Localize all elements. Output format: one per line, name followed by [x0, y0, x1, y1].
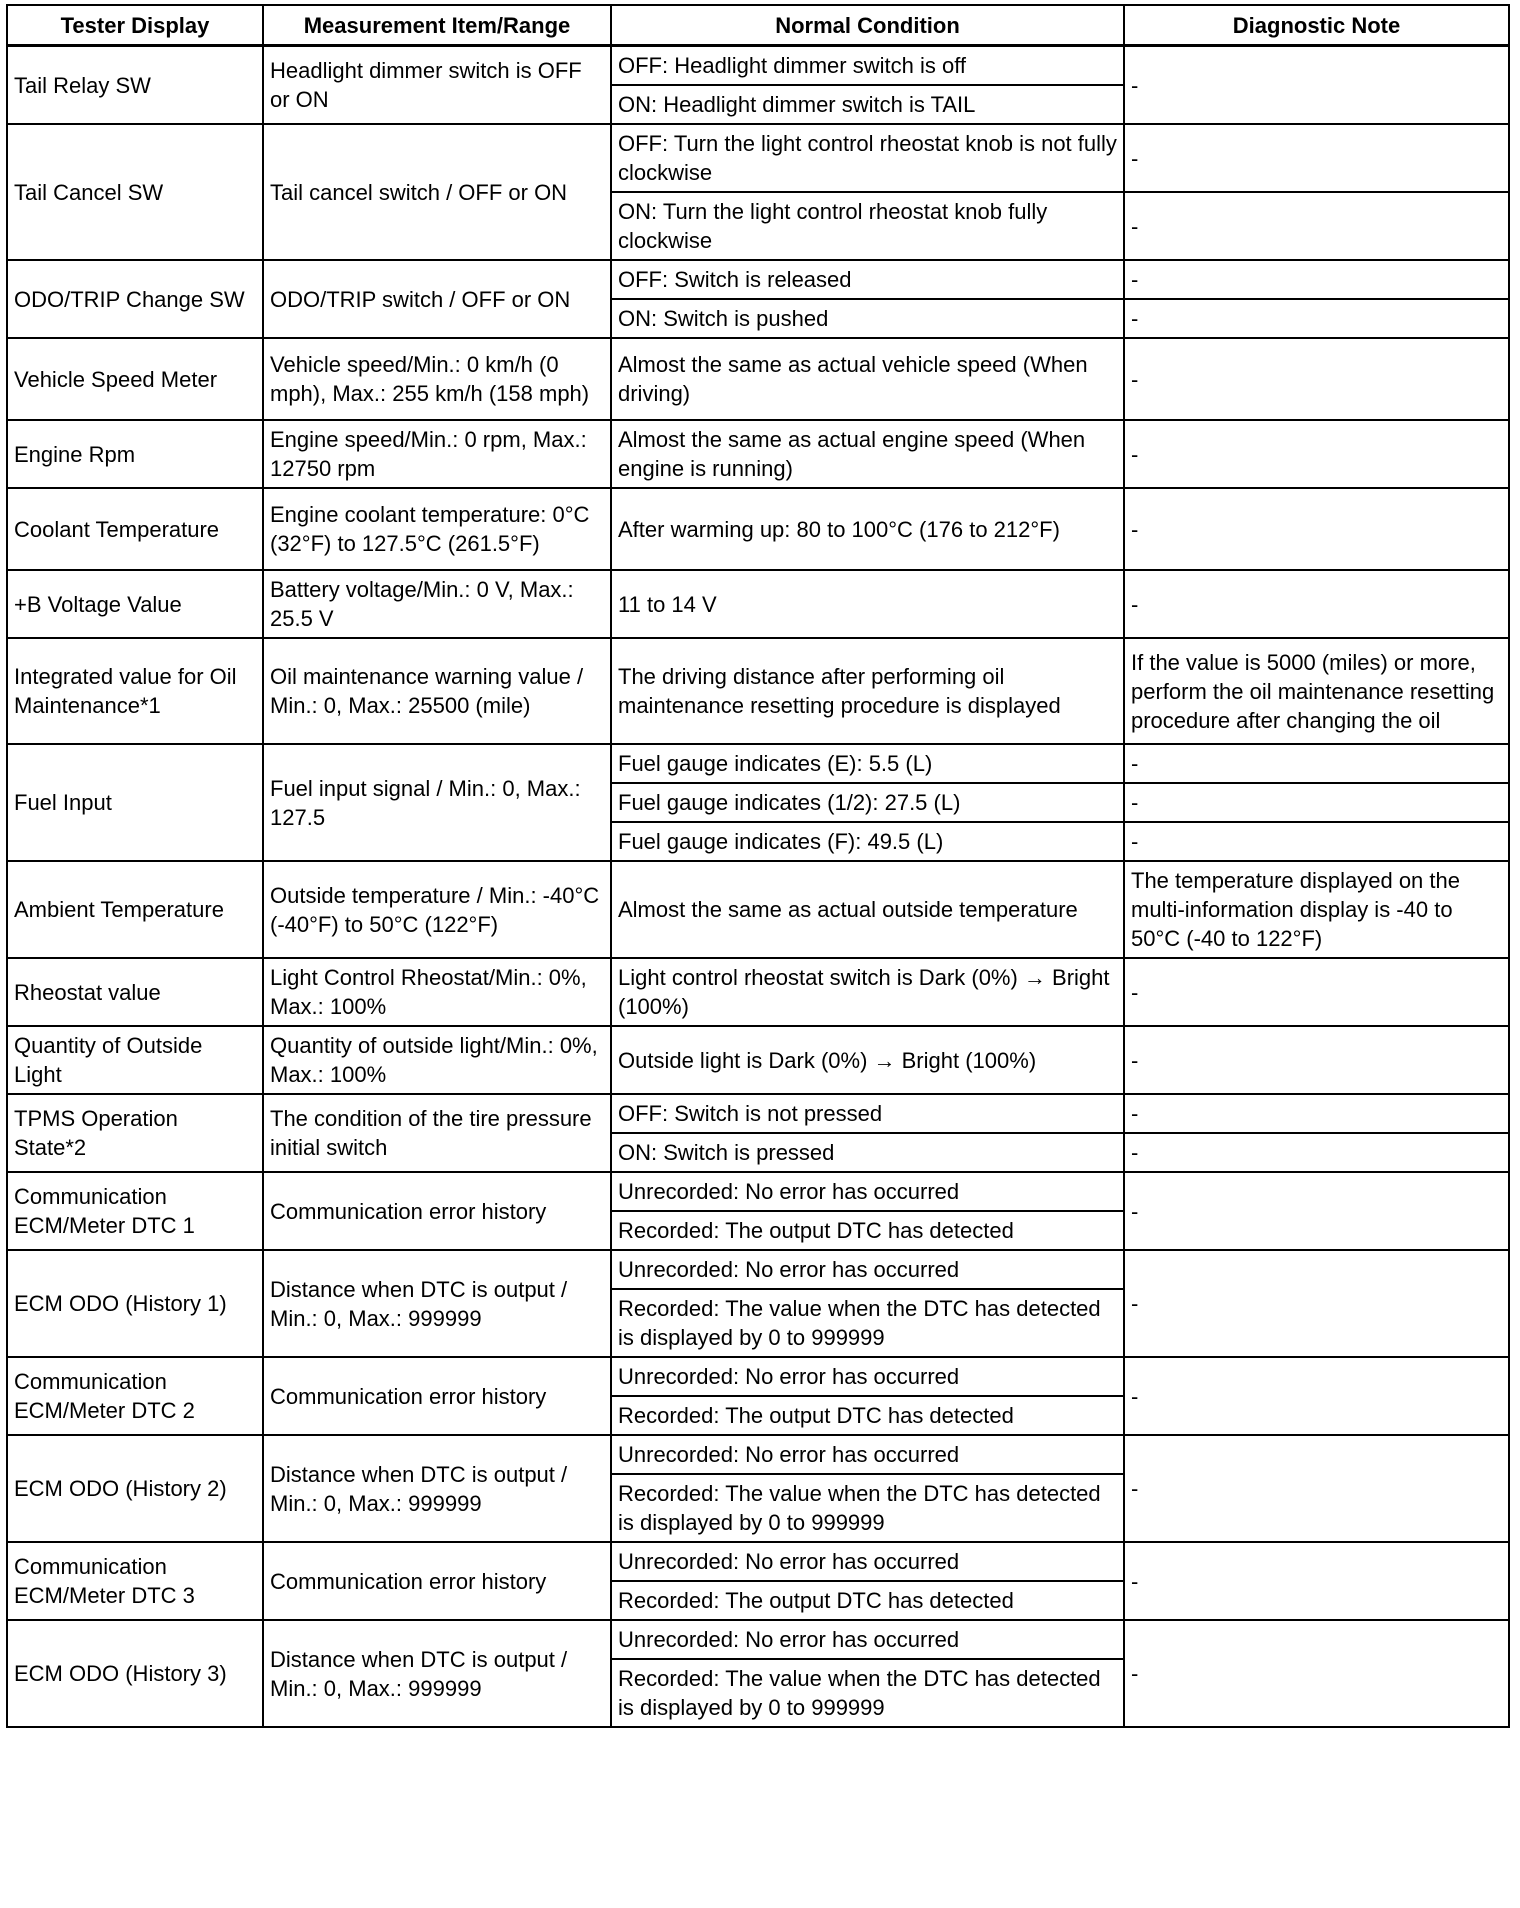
measurement-item-cell: Distance when DTC is output / Min.: 0, Max.: 999999: [263, 1250, 611, 1357]
measurement-item-cell: Communication error history: [263, 1357, 611, 1435]
normal-condition-cell: Fuel gauge indicates (F): 49.5 (L): [611, 822, 1124, 861]
diagnostic-note-cell: -: [1124, 1133, 1509, 1172]
normal-condition-cell: Outside light is Dark (0%) → Bright (100%): [611, 1026, 1124, 1094]
header-normal-condition: Normal Condition: [611, 5, 1124, 46]
diagnostic-note-cell: -: [1124, 192, 1509, 260]
tester-display-cell: Tail Cancel SW: [7, 124, 263, 260]
diagnostic-note-cell: -: [1124, 822, 1509, 861]
table-row: [7, 46, 1509, 86]
table-row: [7, 570, 1509, 638]
measurement-item-cell: Distance when DTC is output / Min.: 0, Max.: 999999: [263, 1435, 611, 1542]
table-row: [7, 1542, 1509, 1581]
normal-condition-cell: Recorded: The output DTC has detected: [611, 1396, 1124, 1435]
table-row: [7, 260, 1509, 299]
table-row: [7, 958, 1509, 1026]
diagnostic-note-cell: -: [1124, 958, 1509, 1026]
measurement-item-cell: Communication error history: [263, 1542, 611, 1620]
measurement-item-cell: Vehicle speed/Min.: 0 km/h (0 mph), Max.: 255 km/h (158 mph): [263, 338, 611, 420]
table-row: [7, 420, 1509, 488]
measurement-item-cell: Oil maintenance warning value / Min.: 0, Max.: 25500 (mile): [263, 638, 611, 744]
tester-display-cell: Fuel Input: [7, 744, 263, 861]
diagnostic-note-cell: -: [1124, 299, 1509, 338]
normal-condition-cell: ON: Switch is pressed: [611, 1133, 1124, 1172]
normal-condition-cell: OFF: Turn the light control rheostat knob is not fully clockwise: [611, 124, 1124, 192]
diagnostic-note-cell: -: [1124, 1094, 1509, 1133]
normal-condition-cell: OFF: Headlight dimmer switch is off: [611, 46, 1124, 86]
data-list-table: [6, 4, 1510, 1728]
header-tester-display: Tester Display: [7, 5, 263, 46]
normal-condition-cell: Recorded: The output DTC has detected: [611, 1581, 1124, 1620]
tester-display-cell: Coolant Temperature: [7, 488, 263, 570]
tester-display-cell: Communication ECM/Meter DTC 1: [7, 1172, 263, 1250]
tester-display-cell: Ambient Temperature: [7, 861, 263, 958]
normal-condition-cell: After warming up: 80 to 100°C (176 to 212°F): [611, 488, 1124, 570]
measurement-item-cell: Fuel input signal / Min.: 0, Max.: 127.5: [263, 744, 611, 861]
diagnostic-note-cell: -: [1124, 570, 1509, 638]
diagnostic-note-cell: -: [1124, 744, 1509, 783]
normal-condition-cell: Unrecorded: No error has occurred: [611, 1542, 1124, 1581]
table-row: [7, 638, 1509, 744]
tester-display-cell: Engine Rpm: [7, 420, 263, 488]
diagnostic-note-cell: -: [1124, 1026, 1509, 1094]
diagnostic-note-cell: -: [1124, 420, 1509, 488]
diagnostic-note-cell: -: [1124, 124, 1509, 192]
diagnostic-note-cell: -: [1124, 1357, 1509, 1435]
diagnostic-note-cell: -: [1124, 260, 1509, 299]
table-row: [7, 1620, 1509, 1659]
tester-display-cell: Integrated value for Oil Maintenance*1: [7, 638, 263, 744]
tester-display-cell: Communication ECM/Meter DTC 3: [7, 1542, 263, 1620]
measurement-item-cell: The condition of the tire pressure initial switch: [263, 1094, 611, 1172]
normal-condition-cell: Unrecorded: No error has occurred: [611, 1620, 1124, 1659]
measurement-item-cell: Distance when DTC is output / Min.: 0, Max.: 999999: [263, 1620, 611, 1727]
table-row: [7, 861, 1509, 958]
measurement-item-cell: Outside temperature / Min.: -40°C (-40°F) to 50°C (122°F): [263, 861, 611, 958]
normal-condition-cell: Fuel gauge indicates (1/2): 27.5 (L): [611, 783, 1124, 822]
header-measurement-item: Measurement Item/Range: [263, 5, 611, 46]
diagnostic-note-cell: -: [1124, 1250, 1509, 1357]
measurement-item-cell: Quantity of outside light/Min.: 0%, Max.: 100%: [263, 1026, 611, 1094]
diagnostic-note-cell: -: [1124, 1435, 1509, 1542]
diagnostic-note-cell: -: [1124, 1172, 1509, 1250]
diagnostic-note-cell: -: [1124, 46, 1509, 125]
tester-display-cell: ECM ODO (History 3): [7, 1620, 263, 1727]
table-row: [7, 1250, 1509, 1289]
tester-display-cell: ODO/TRIP Change SW: [7, 260, 263, 338]
tester-display-cell: TPMS Operation State*2: [7, 1094, 263, 1172]
normal-condition-cell: Recorded: The value when the DTC has detected is displayed by 0 to 999999: [611, 1659, 1124, 1727]
measurement-item-cell: Engine coolant temperature: 0°C (32°F) to 127.5°C (261.5°F): [263, 488, 611, 570]
normal-condition-cell: Fuel gauge indicates (E): 5.5 (L): [611, 744, 1124, 783]
normal-condition-cell: Unrecorded: No error has occurred: [611, 1435, 1124, 1474]
normal-condition-cell: ON: Headlight dimmer switch is TAIL: [611, 85, 1124, 124]
tester-display-cell: Communication ECM/Meter DTC 2: [7, 1357, 263, 1435]
measurement-item-cell: Tail cancel switch / OFF or ON: [263, 124, 611, 260]
measurement-item-cell: Engine speed/Min.: 0 rpm, Max.: 12750 rpm: [263, 420, 611, 488]
normal-condition-cell: The driving distance after performing oil maintenance resetting procedure is displayed: [611, 638, 1124, 744]
table-row: [7, 488, 1509, 570]
table-row: [7, 1172, 1509, 1211]
normal-condition-cell: ON: Switch is pushed: [611, 299, 1124, 338]
table-row: [7, 1026, 1509, 1094]
table-row: [7, 338, 1509, 420]
header-row: [7, 5, 1509, 46]
header-diagnostic-note: Diagnostic Note: [1124, 5, 1509, 46]
tester-display-cell: ECM ODO (History 1): [7, 1250, 263, 1357]
normal-condition-cell: Almost the same as actual vehicle speed (When driving): [611, 338, 1124, 420]
normal-condition-cell: Recorded: The output DTC has detected: [611, 1211, 1124, 1250]
normal-condition-cell: 11 to 14 V: [611, 570, 1124, 638]
measurement-item-cell: Battery voltage/Min.: 0 V, Max.: 25.5 V: [263, 570, 611, 638]
diagnostic-note-cell: -: [1124, 338, 1509, 420]
measurement-item-cell: Communication error history: [263, 1172, 611, 1250]
diagnostic-note-cell: If the value is 5000 (miles) or more, perform the oil maintenance resetting procedure after changing the oil: [1124, 638, 1509, 744]
measurement-item-cell: ODO/TRIP switch / OFF or ON: [263, 260, 611, 338]
normal-condition-cell: OFF: Switch is not pressed: [611, 1094, 1124, 1133]
table-row: [7, 1357, 1509, 1396]
table-row: [7, 1435, 1509, 1474]
tester-display-cell: ECM ODO (History 2): [7, 1435, 263, 1542]
normal-condition-cell: Almost the same as actual engine speed (When engine is running): [611, 420, 1124, 488]
tester-display-cell: Tail Relay SW: [7, 46, 263, 125]
diagnostic-note-cell: -: [1124, 783, 1509, 822]
diagnostic-note-cell: -: [1124, 1620, 1509, 1727]
normal-condition-cell: Unrecorded: No error has occurred: [611, 1250, 1124, 1289]
normal-condition-cell: Unrecorded: No error has occurred: [611, 1172, 1124, 1211]
normal-condition-cell: ON: Turn the light control rheostat knob fully clockwise: [611, 192, 1124, 260]
normal-condition-cell: Almost the same as actual outside temperature: [611, 861, 1124, 958]
table-row: [7, 1094, 1509, 1133]
normal-condition-cell: Light control rheostat switch is Dark (0%) → Bright (100%): [611, 958, 1124, 1026]
table-body: [7, 46, 1509, 1728]
tester-display-cell: Rheostat value: [7, 958, 263, 1026]
normal-condition-cell: Unrecorded: No error has occurred: [611, 1357, 1124, 1396]
tester-display-cell: Quantity of Outside Light: [7, 1026, 263, 1094]
table-row: [7, 124, 1509, 192]
diagnostic-note-cell: -: [1124, 488, 1509, 570]
measurement-item-cell: Light Control Rheostat/Min.: 0%, Max.: 100%: [263, 958, 611, 1026]
normal-condition-cell: Recorded: The value when the DTC has detected is displayed by 0 to 999999: [611, 1474, 1124, 1542]
measurement-item-cell: Headlight dimmer switch is OFF or ON: [263, 46, 611, 125]
normal-condition-cell: Recorded: The value when the DTC has detected is displayed by 0 to 999999: [611, 1289, 1124, 1357]
diagnostic-note-cell: -: [1124, 1542, 1509, 1620]
table-header: [7, 5, 1509, 46]
table-row: [7, 744, 1509, 783]
diagnostic-note-cell: The temperature displayed on the multi-information display is -40 to 50°C (-40 to 122°F): [1124, 861, 1509, 958]
tester-display-cell: +B Voltage Value: [7, 570, 263, 638]
tester-display-cell: Vehicle Speed Meter: [7, 338, 263, 420]
normal-condition-cell: OFF: Switch is released: [611, 260, 1124, 299]
